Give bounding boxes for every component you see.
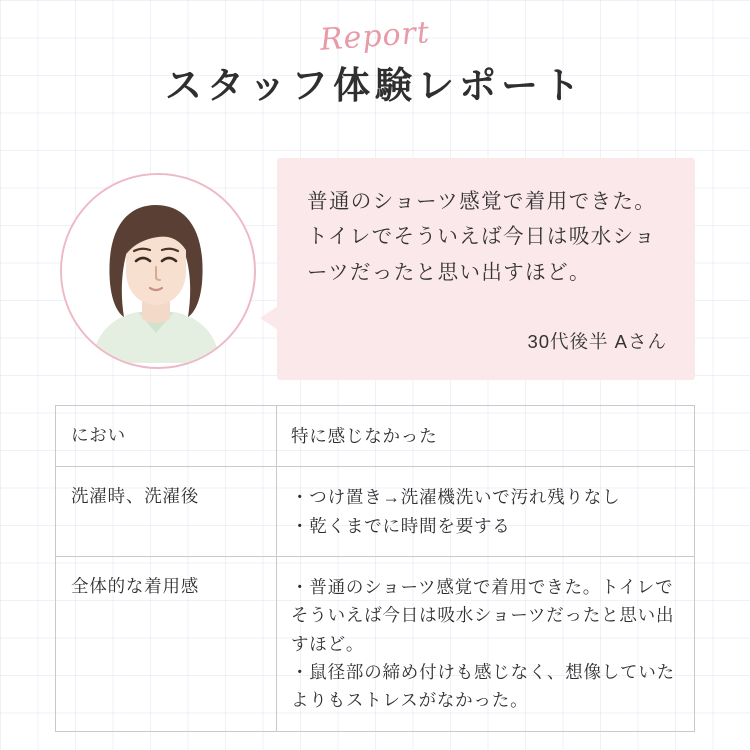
row-label: におい (56, 406, 277, 467)
page-title: スタッフ体験レポート (165, 65, 585, 106)
row-value-line: ・鼠径部の締め付けも感じなく、想像していたよりもストレスがなかった。 (291, 662, 675, 711)
table-row (56, 406, 695, 467)
report-table (55, 405, 695, 732)
portrait-illustration (62, 175, 250, 363)
table-row (56, 467, 695, 557)
report-table-wrapper (55, 405, 695, 732)
quote-bubble (277, 158, 695, 380)
row-value (277, 557, 695, 732)
report-header (0, 15, 750, 108)
row-value-line: ・普通のショーツ感覚で着用できた。トイレでそういえば今日は吸水ショーツだったと思い出すほど。 (291, 577, 675, 654)
row-value-line: ・つけ置き→洗濯機洗いで汚れ残りなし (291, 487, 621, 508)
avatar (60, 173, 256, 369)
script-title: Report (318, 15, 432, 58)
row-label: 全体的な着用感 (56, 557, 277, 732)
quote-attribution: 30代後半 Aさん (527, 331, 667, 352)
row-value (277, 406, 695, 467)
row-value-line: ・乾くまでに時間を要する (291, 515, 511, 536)
testimonial-block (55, 158, 695, 380)
row-label: 洗濯時、洗濯後 (56, 467, 277, 557)
table-row (56, 557, 695, 732)
quote-text: 普通のショーツ感覚で着用できた。トイレでそういえば今日は吸水ショーツだったと思い出すほど。 (307, 190, 657, 284)
row-value-line: 特に感じなかった (291, 426, 438, 446)
row-value (277, 467, 695, 557)
